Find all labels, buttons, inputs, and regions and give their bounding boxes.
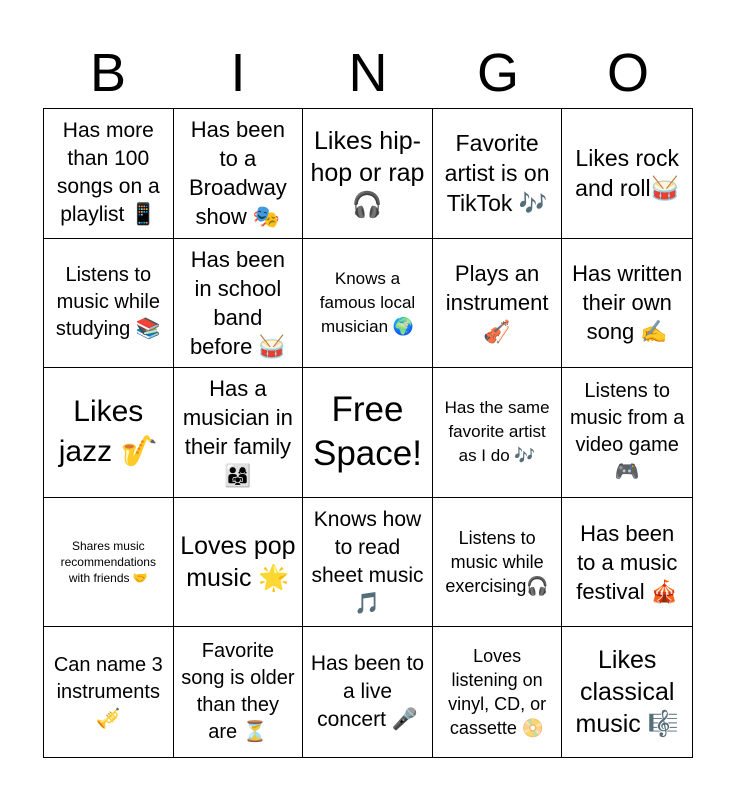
free-space-cell[interactable] <box>303 368 433 498</box>
cell-text: Favorite artist is on TikTok 🎶 <box>444 130 550 217</box>
cell-text: Listens to music while exercising🎧 <box>445 528 549 597</box>
cell-text: Likes classical music 🎼 <box>575 646 679 739</box>
cell-text: Plays an instrument 🎻 <box>445 261 549 345</box>
bingo-cell[interactable] <box>44 498 174 628</box>
cell-text: Has written their own song ✍️ <box>572 261 683 345</box>
cell-text: Shares music recommendations with friends 🤝 <box>60 539 156 586</box>
cell-text: Loves pop music 🌟 <box>180 532 296 593</box>
cell-text: Loves listening on vinyl, CD, or cassette 📀 <box>448 646 547 739</box>
cell-text: Has been to a Broadway show 🎭 <box>188 117 287 230</box>
bingo-cell[interactable] <box>44 109 174 239</box>
bingo-cell[interactable] <box>174 368 304 498</box>
bingo-cell[interactable] <box>44 239 174 369</box>
cell-text: Knows how to read sheet music 🎵 <box>311 508 424 616</box>
bingo-cell[interactable] <box>303 239 433 369</box>
bingo-board <box>43 108 693 758</box>
bingo-cell[interactable] <box>433 498 563 628</box>
cell-text: Has been in school band before 🥁 <box>189 246 286 359</box>
bingo-cell[interactable] <box>174 239 304 369</box>
header-letter-g: G <box>476 43 519 103</box>
bingo-cell[interactable] <box>44 627 174 757</box>
bingo-cell[interactable] <box>44 368 174 498</box>
cell-text: Favorite song is older than they are ⏳ <box>181 640 295 744</box>
cell-text: Has a musician in their family 👨‍👩‍👧 <box>182 376 293 489</box>
cell-text: Has more than 100 songs on a playlist 📱 <box>56 119 160 227</box>
bingo-cell[interactable] <box>303 498 433 628</box>
cell-text: Has the same favorite artist as I do 🎶 <box>444 398 550 466</box>
bingo-cell[interactable] <box>174 109 304 239</box>
bingo-cell[interactable] <box>562 627 692 757</box>
bingo-cell[interactable] <box>433 239 563 369</box>
cell-text: Has been to a music festival 🎪 <box>576 520 679 604</box>
header-letter-i: I <box>230 43 246 103</box>
bingo-cell[interactable] <box>303 109 433 239</box>
cell-text: Knows a famous local musician 🌍 <box>319 268 416 336</box>
cell-text: Can name 3 instruments 🎺 <box>53 653 163 730</box>
bingo-cell[interactable] <box>303 627 433 757</box>
cell-text: Listens to music from a video game 🎮 <box>569 380 685 484</box>
bingo-cell[interactable] <box>562 368 692 498</box>
cell-text: Likes rock and roll🥁 <box>575 145 680 202</box>
cell-text: Likes jazz 🎷 <box>58 395 158 469</box>
bingo-cell[interactable] <box>174 627 304 757</box>
bingo-cell[interactable] <box>562 109 692 239</box>
cell-text: Has been to a live concert 🎤 <box>310 652 425 732</box>
bingo-cell[interactable] <box>433 627 563 757</box>
header-letter-b: B <box>89 43 127 103</box>
cell-text: Listens to music while studying 📚 <box>55 264 161 341</box>
bingo-cell[interactable] <box>433 368 563 498</box>
cell-text: Likes hip-hop or rap 🎧 <box>310 127 425 220</box>
bingo-cell[interactable] <box>562 498 692 628</box>
header-letter-n: N <box>348 43 388 103</box>
bingo-cell[interactable] <box>562 239 692 369</box>
bingo-cell[interactable] <box>433 109 563 239</box>
bingo-cell[interactable] <box>174 498 304 628</box>
bingo-header <box>43 40 693 106</box>
header-letter-o: O <box>606 43 649 103</box>
free-space-text: Free Space! <box>313 390 422 474</box>
